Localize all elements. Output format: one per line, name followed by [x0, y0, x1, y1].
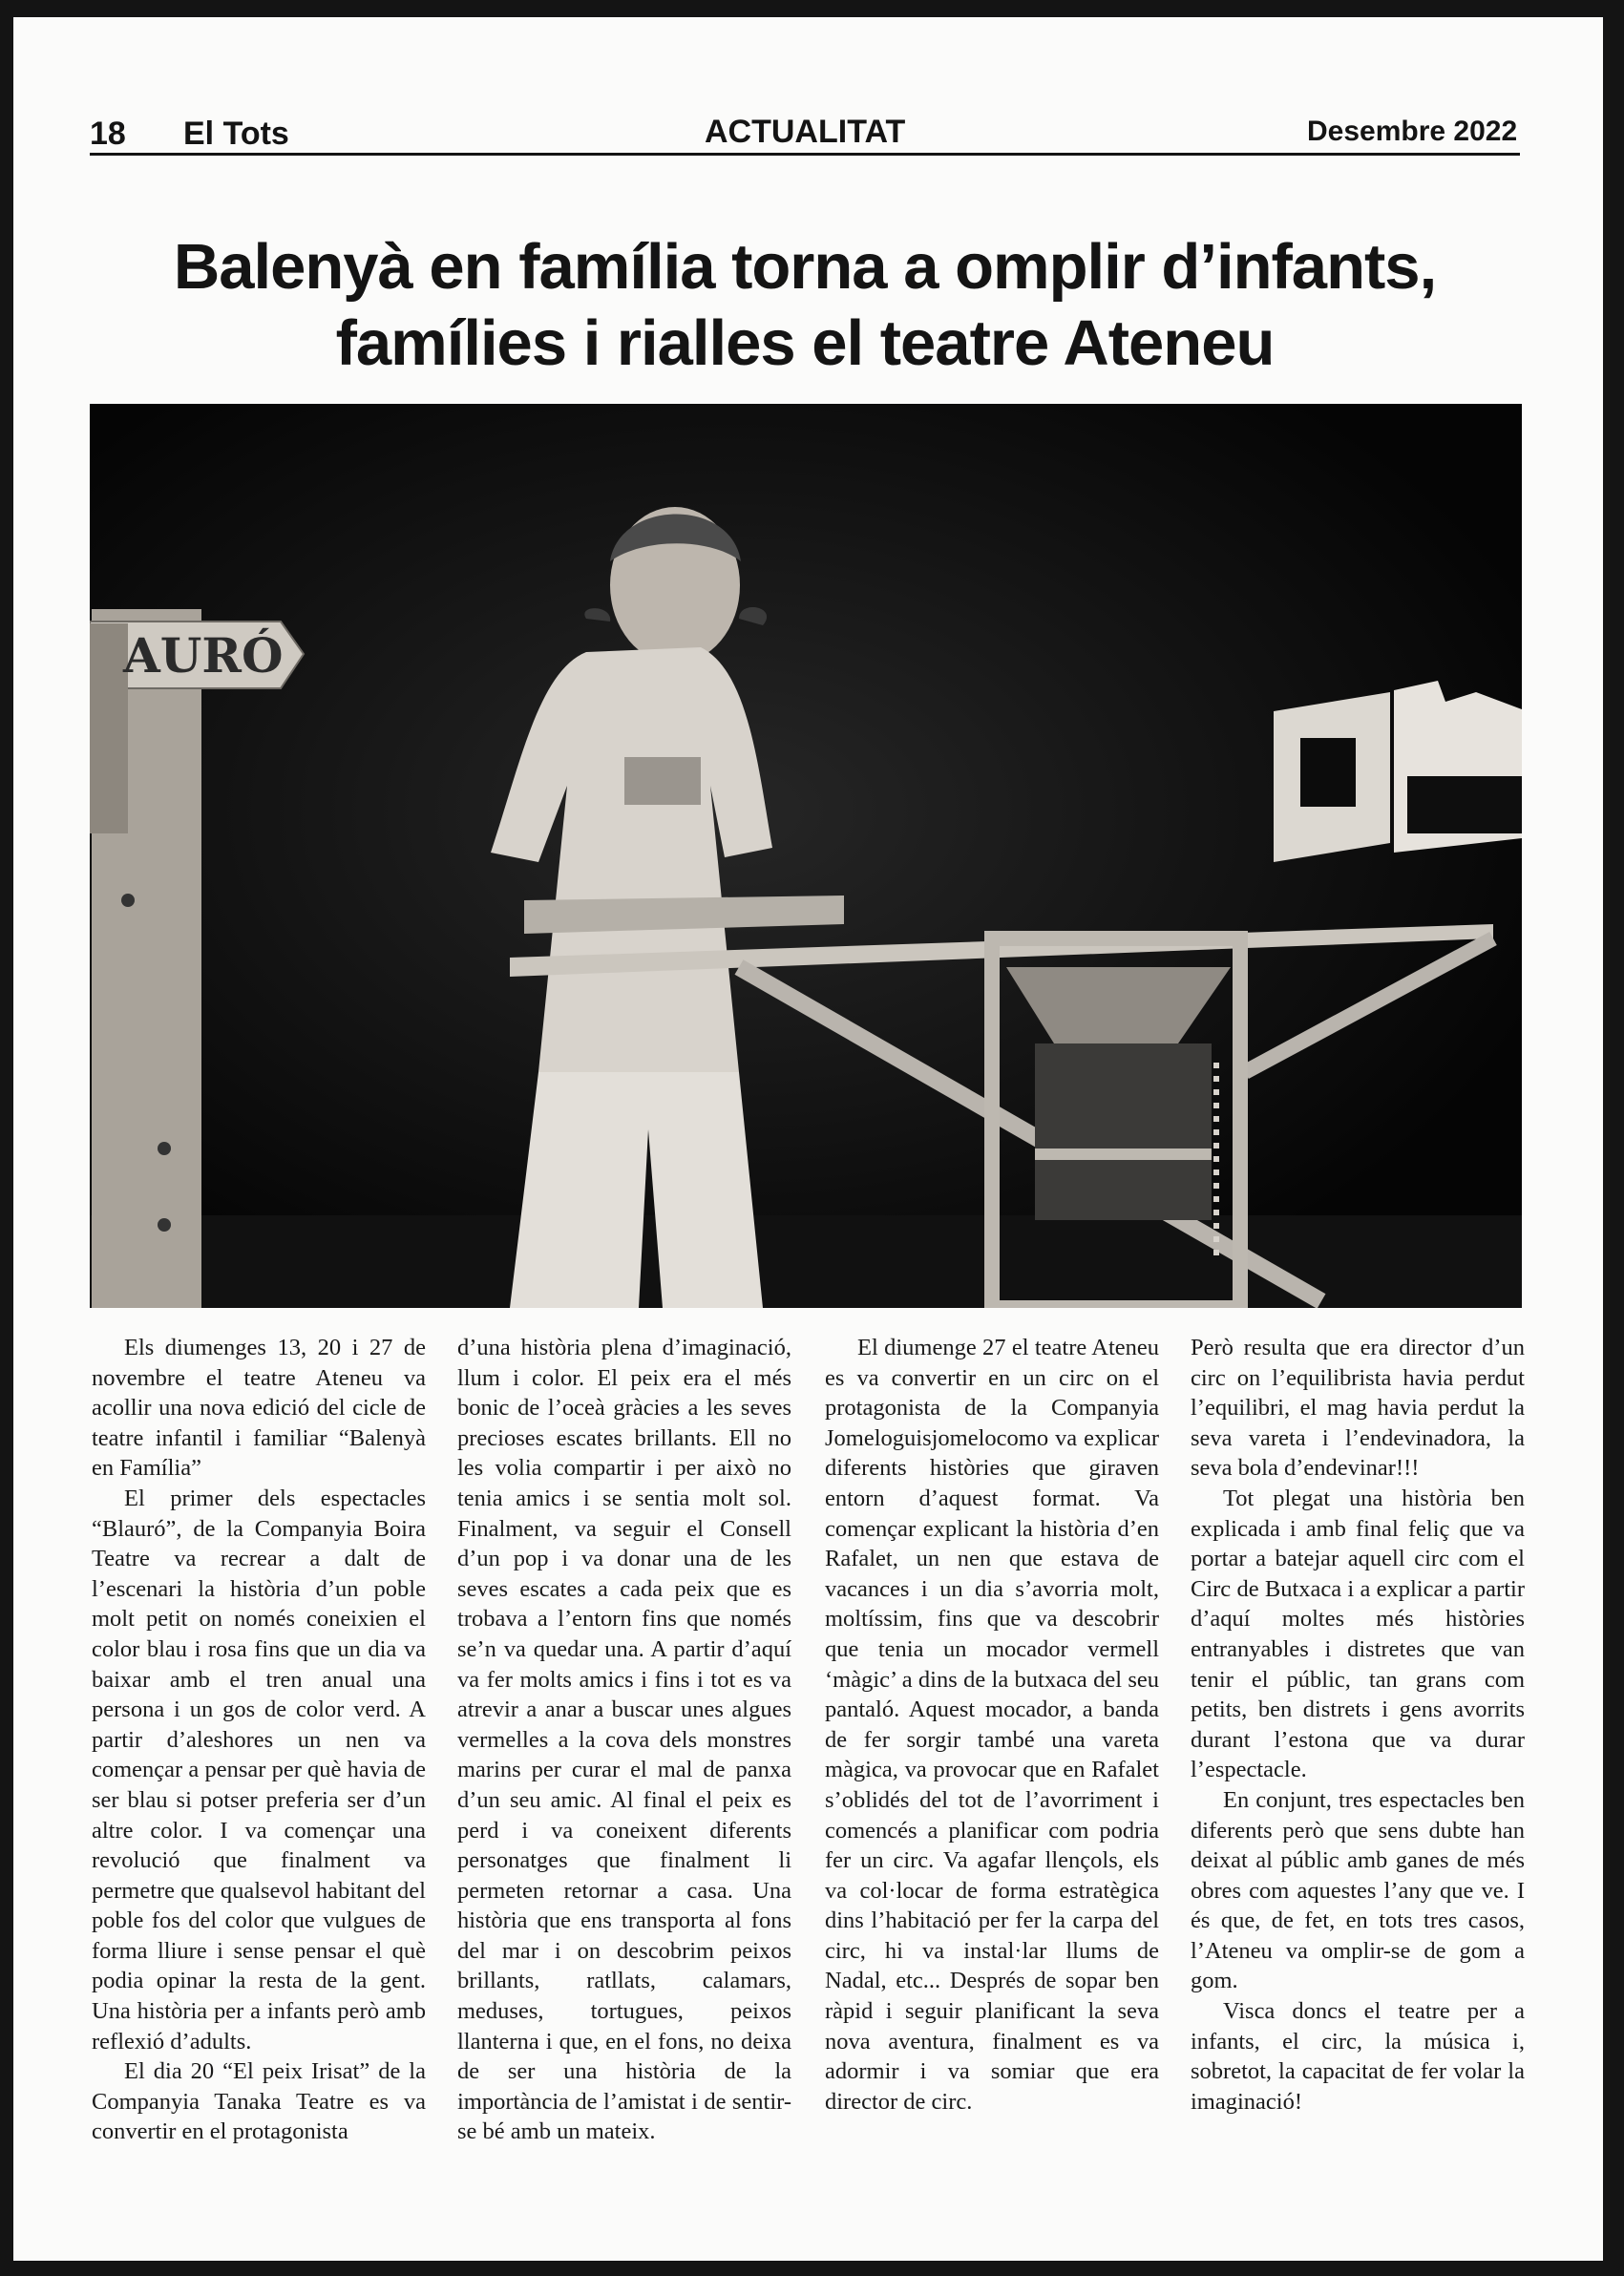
paragraph: En conjunt, tres espectacles ben diferents però que sens dubte han deixat al públic amb ganes de més obres com aquestes l’any que ve. I és que, de fet, en tots tres casos, l’Ateneu va omplir-se de gom a gom.: [1191, 1786, 1525, 1994]
paragraph: Tot plegat una història ben explicada i amb final feliç que va portar a batejar aquell circ com el Circ de Butxaca i a explicar a partir d’aquí moltes més històries entranyables i distretes que van tenir el públic, tan grans com petits, ben distrets i gens avorrits durant l’estona que va durar l’espectacle.: [1191, 1485, 1525, 1783]
paragraph: Però resulta que era director d’un circ on l’equilibrista havia perdut l’equilibri, el mag havia perdut la seva vareta i l’endevinadora, la seva bola d’endevinar!!!: [1191, 1335, 1525, 1482]
issue-date: Desembre 2022: [1307, 116, 1518, 147]
paragraph: El dia 20 “El peix Irisat” de la Companyia Tanaka Teatre es va convertir en el protagonista: [92, 2058, 426, 2145]
set-boxes: [1274, 681, 1522, 862]
publication-name: El Tots: [183, 116, 289, 152]
headline-line-1: Balenyà en família torna a omplir d’infants,: [173, 231, 1437, 303]
header-rule: [90, 153, 1520, 156]
article-photo: [90, 404, 1522, 1308]
paper-sheet: [13, 17, 1603, 2261]
article-headline: [90, 229, 1520, 382]
paragraph: El primer dels espectacles “Blauró”, de la Companyia Boira Teatre va recrear a dalt de l’escenari la història d’un poble molt petit on només coneixien el color blau i rosa fins que un dia va baixar amb el tren anual una persona i un gos de color verd. A partir d’aleshores un nen va començar a pensar per què havia de ser blau si potser preferia ser d’un altre color. I va començar una revolució que finalment va permetre que qualsevol habitant del poble fos del color que vulgues de forma lliure i sense pensar el què podia opinar la resta de la gent. Una història per a infants però amb reflexió d’adults.: [92, 1485, 426, 2055]
page-number: 18: [90, 116, 126, 152]
sign-lettering: AURÓ: [123, 627, 284, 684]
paragraph: El diumenge 27 el teatre Ateneu es va convertir en un circ on el protagonista de la Companyia Jomeloguisjomelocomo va explicar diferents històries que giraven entorn d’aquest format. Va començar explicant la història d’en Rafalet, un nen que estava de vacances i un dia s’avorria molt, moltíssim, fins que va descobrir que tenia un mocador vermell ‘màgic’ a dins de la butxaca del seu pantaló. Aquest mocador, a banda de fer sorgir també una vareta màgica, va provocar que en Rafalet s’oblidés del tot de l’avorriment i comencés a planificar com podria fer un circ. Va agafar llençols, els va col·locar de forma estratègica dins l’habitació per fer la carpa del circ, hi va instal·lar llums de Nadal, etc... Després de sopar ben ràpid i seguir planificant la seva nova aventura, finalment es va adormir i va somiar que era director de circ.: [825, 1335, 1159, 2115]
article-column-2: [457, 1333, 791, 2147]
stage-photo-illustration: [90, 404, 1522, 1308]
article-column-1: [92, 1333, 426, 2147]
section-label: ACTUALITAT: [705, 114, 906, 150]
article-column-4: [1191, 1333, 1525, 2117]
paragraph: Els diumenges 13, 20 i 27 de novembre el teatre Ateneu va acollir una nova edició del cicle de teatre infantil i familiar “Balenyà en Família”: [92, 1335, 426, 1482]
headline-line-2: famílies i rialles el teatre Ateneu: [335, 307, 1275, 379]
article-column-3: [825, 1333, 1159, 2117]
paragraph: Visca doncs el teatre per a infants, el circ, la música i, sobretot, la capacitat de fer volar la imaginació!: [1191, 1998, 1525, 2115]
paragraph: d’una història plena d’imaginació, llum i color. El peix era el més bonic de l’oceà gràcies a les seves precioses escates brillants. Ell no les volia compartir i per això no tenia amics i se sentia molt sol. Finalment, va seguir el Consell d’un pop i va donar una de les seves escates a cada peix que es trobava a l’entorn fins que només se’n va quedar una. A partir d’aquí va fer molts amics i fins i tot es va atrevir a anar a buscar unes algues vermelles a la cova dels monstres marins per curar el mal de panxa d’un seu amic. Al final el peix es perd i va coneixent diferents personatges que finalment li permeten retornar a casa. Una història que ens transporta al fons del mar i on descobrim peixos brillants, ratllats, calamars, meduses, tortugues, peixos llanterna i que, en el fons, no deixa de ser una història de la importància de l’amistat i de sentir-se bé amb un mateix.: [457, 1335, 791, 2145]
